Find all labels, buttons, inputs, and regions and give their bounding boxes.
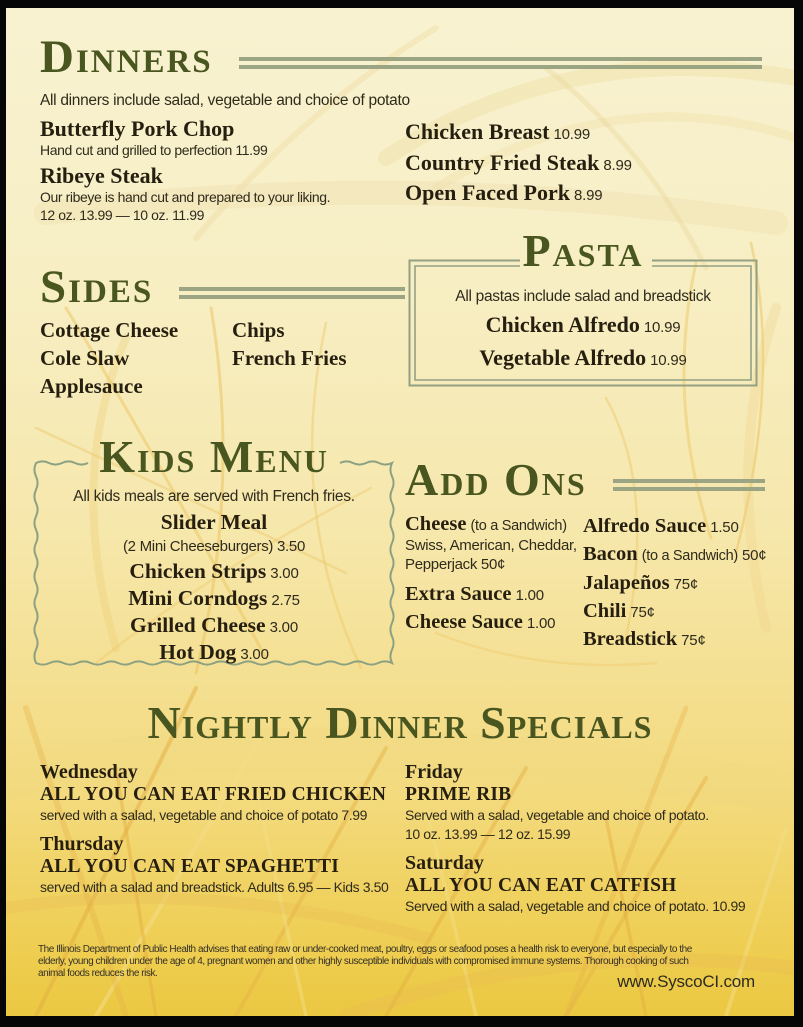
- special-item: [40, 760, 402, 825]
- kids-menu-subtitle: All kids meals are served with French fries.: [73, 488, 355, 505]
- item-name: Cheese: [405, 513, 467, 535]
- menu-item: [405, 149, 785, 180]
- item-name: Cheese Sauce: [405, 611, 523, 633]
- sides-column-2: [232, 316, 347, 400]
- item-note-text: (2 Mini Cheeseburgers): [122, 538, 274, 555]
- item-name: Jalapeños: [583, 572, 670, 594]
- menu-item: [408, 310, 758, 343]
- disclaimer-line: elderly, young children under the age of 4, pregnant women and other highly susceptible individuals with compromised immune systems. Thorough cooking of such: [38, 956, 689, 967]
- menu-item: [405, 118, 785, 149]
- special-item: [405, 760, 785, 844]
- menu-item: [40, 163, 395, 224]
- add-ons-header: [405, 454, 765, 505]
- item-description: Pepperjack 50¢: [405, 555, 506, 573]
- menu-item: [36, 612, 392, 639]
- menu-item: [583, 541, 783, 570]
- item-price: 10.99: [553, 126, 590, 143]
- item-price: 2.75: [271, 592, 300, 609]
- website-url: www.SyscoCI.com: [617, 972, 755, 991]
- item-price: 75¢: [630, 604, 655, 621]
- item-name: Ribeye Steak: [40, 163, 163, 188]
- item-price: 1.50: [710, 519, 739, 536]
- item-price: 1.00: [515, 587, 544, 604]
- menu-item: [36, 509, 392, 558]
- pasta-section: [408, 225, 758, 387]
- add-ons-double-rule: [613, 479, 765, 491]
- special-description: served with a salad and breadstick. Adults 6.95 — Kids 3.50: [40, 879, 389, 895]
- menu-item: [36, 558, 392, 585]
- menu-item: [405, 609, 585, 637]
- pasta-title: Pasta: [522, 225, 644, 276]
- item-description: Hand cut and grilled to perfection 11.99: [40, 142, 268, 158]
- item-price: 3.50: [277, 538, 305, 555]
- item-name: Country Fried Steak: [405, 149, 600, 175]
- item-price: 10.99: [650, 352, 687, 369]
- menu-item: [405, 179, 785, 210]
- item-name: Mini Corndogs: [128, 586, 268, 610]
- special-description: 10 oz. 13.99 — 12 oz. 15.99: [405, 826, 571, 842]
- special-description: Served with a salad, vegetable and choice of potato.: [405, 807, 709, 823]
- item-price: 10.99: [643, 319, 681, 336]
- dinners-header: [40, 31, 762, 83]
- sides-title: Sides: [40, 261, 154, 313]
- menu-page: [6, 8, 794, 1016]
- dinners-right-column: [405, 118, 785, 210]
- item-name: Cottage Cheese: [40, 318, 179, 342]
- special-day: Thursday: [40, 833, 124, 855]
- item-name: Alfredo Sauce: [583, 515, 707, 537]
- kids-menu-title: Kids Menu: [99, 431, 329, 482]
- item-name: Chicken Strips: [129, 559, 267, 583]
- item-price: 8.99: [574, 187, 603, 204]
- item-note: (to a Sandwich): [470, 518, 567, 534]
- item-description: 12 oz. 13.99 — 10 oz. 11.99: [40, 207, 205, 223]
- special-name: ALL YOU CAN EAT FRIED CHICKEN: [40, 784, 387, 805]
- item-name: Bacon: [583, 543, 638, 565]
- item-name: Slider Meal: [160, 510, 268, 534]
- special-day: Wednesday: [40, 761, 138, 783]
- menu-item: [40, 116, 395, 159]
- special-item: [405, 851, 785, 916]
- specials-right-column: [405, 760, 785, 923]
- specials-title: Nightly Dinner Specials: [147, 697, 653, 748]
- menu-item: [583, 513, 783, 541]
- specials-left-column: [40, 760, 402, 904]
- menu-item: [405, 581, 585, 609]
- item-name: Grilled Cheese: [130, 613, 266, 637]
- item-price: 8.99: [603, 156, 632, 174]
- item-name: Applesauce: [40, 374, 143, 398]
- special-name: ALL YOU CAN EAT CATFISH: [405, 875, 677, 896]
- menu-item: [408, 343, 758, 376]
- item-price: 1.00: [526, 615, 556, 632]
- special-name: ALL YOU CAN EAT SPAGHETTI: [40, 856, 340, 877]
- menu-item: [36, 585, 392, 612]
- disclaimer-line: The Illinois Department of Public Health advises that eating raw or under-cooked meat, poultry, eggs or seafood poses a health risk to everyone, but especially to the: [38, 944, 692, 955]
- item-name: Chips: [232, 318, 285, 342]
- item-note: (to a Sandwich): [641, 548, 738, 564]
- item-name: Chili: [583, 600, 627, 622]
- add-ons-right-column: [583, 513, 783, 654]
- special-description: served with a salad, vegetable and choice of potato 7.99: [40, 807, 368, 823]
- item-price: 3.00: [270, 565, 299, 582]
- special-day: Saturday: [405, 852, 484, 874]
- item-name: Chicken Alfredo: [485, 312, 640, 337]
- sides-header: [40, 261, 405, 313]
- sides-items: [40, 316, 405, 400]
- item-price: 50¢: [741, 547, 767, 564]
- menu-item: [583, 570, 783, 598]
- dinners-double-rule: [239, 57, 762, 69]
- add-ons-left-column: [405, 513, 585, 637]
- item-price: 3.00: [269, 619, 298, 636]
- item-note: [36, 536, 392, 558]
- item-name: Butterfly Pork Chop: [40, 116, 235, 141]
- menu-item: [36, 639, 392, 666]
- item-price: 75¢: [673, 576, 699, 593]
- item-name: Chicken Breast: [405, 119, 550, 144]
- item-description: Swiss, American, Cheddar,: [405, 537, 577, 554]
- pasta-items: [408, 310, 758, 376]
- dinners-left-column: [40, 116, 395, 228]
- item-name: Breadstick: [583, 628, 678, 650]
- kids-menu-items: [36, 509, 392, 666]
- sides-column-1: [40, 316, 232, 400]
- disclaimer-line: animal foods reduces the risk.: [38, 968, 158, 979]
- item-name: Extra Sauce: [405, 583, 512, 605]
- pasta-subtitle: All pastas include salad and breadstick: [455, 288, 711, 305]
- dinners-subtitle: All dinners include salad, vegetable and choice of potato: [40, 92, 410, 109]
- special-day: Friday: [405, 761, 463, 783]
- menu-item: [405, 513, 585, 574]
- sides-double-rule: [179, 287, 405, 299]
- item-name: Hot Dog: [159, 640, 237, 664]
- menu-item: [583, 626, 783, 654]
- item-name: French Fries: [232, 346, 347, 370]
- item-price: 3.00: [240, 646, 269, 663]
- kids-menu-section: [36, 431, 392, 664]
- item-description: Our ribeye is hand cut and prepared to your liking.: [40, 189, 331, 205]
- item-price: 75¢: [681, 632, 706, 649]
- special-description: Served with a salad, vegetable and choice of potato. 10.99: [405, 898, 746, 914]
- item-name: Cole Slaw: [40, 346, 130, 370]
- item-name: Vegetable Alfredo: [479, 345, 647, 370]
- special-item: [40, 832, 402, 897]
- item-name: Open Faced Pork: [405, 180, 570, 205]
- dinners-title: Dinners: [40, 31, 213, 83]
- menu-item: [583, 598, 783, 626]
- add-ons-title: Add Ons: [405, 454, 587, 505]
- special-name: PRIME RIB: [405, 784, 512, 805]
